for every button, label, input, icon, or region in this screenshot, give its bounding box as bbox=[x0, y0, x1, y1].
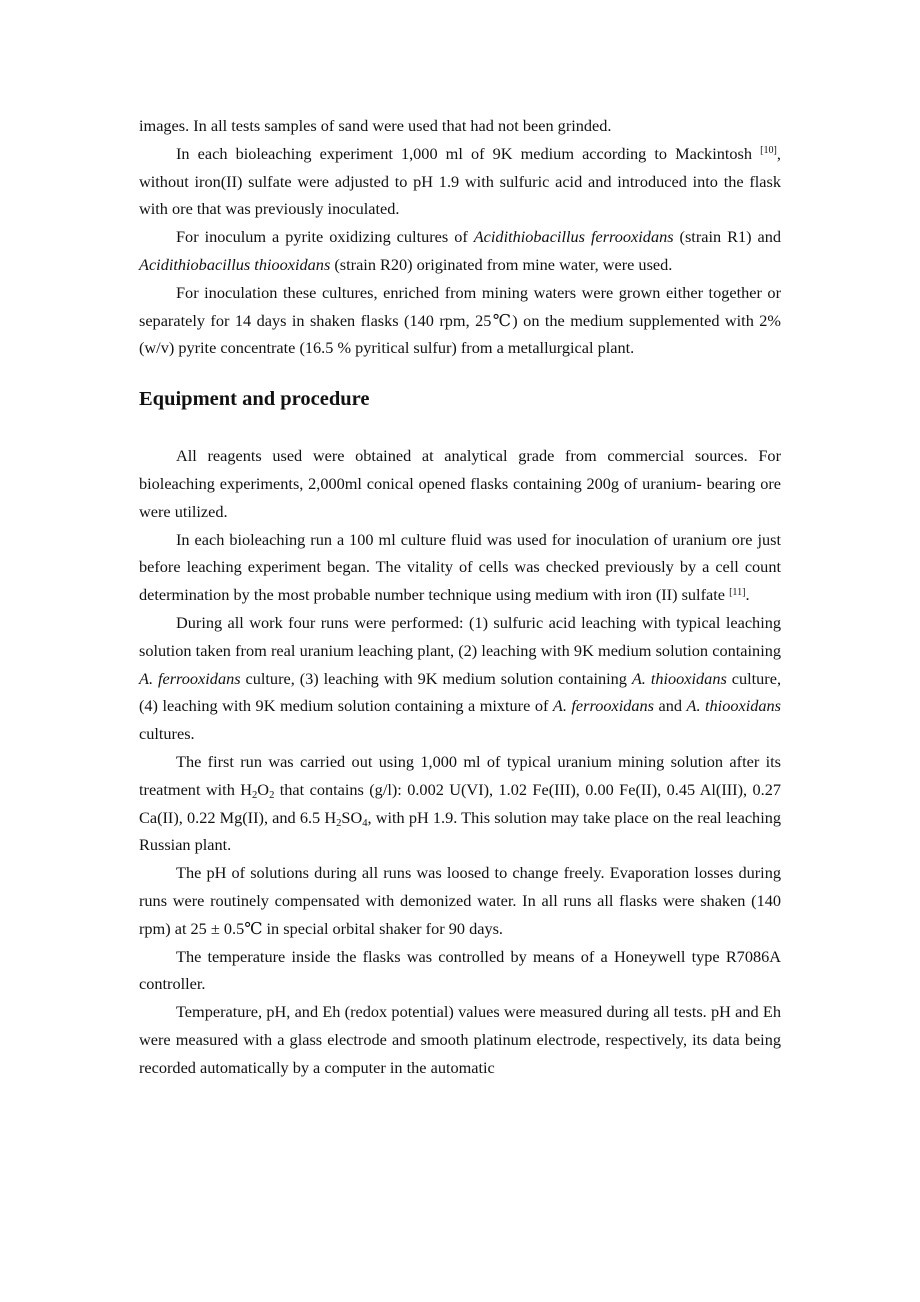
paragraph bbox=[139, 748, 781, 859]
paragraphs-after-heading bbox=[139, 442, 781, 1081]
text-run: that contains (g/l): 0.002 U(VI), 1.02 Fe(III), 0.00 Fe(II), 0.45 Al(III), 0.27 Ca(II), 0.22 Mg(II), and 6.5 H bbox=[139, 779, 781, 827]
text-run: The pH of solutions during all runs was loosed to change freely. Evaporation losses during runs were routinely compensated with demonized water. In all runs all flasks were shaken (140 rpm) at 25 ± 0.5℃ in special orbital shaker for 90 days. bbox=[139, 863, 781, 938]
text-run: , without iron(II) sulfate were adjusted to pH 1.9 with sulfuric acid and introduced into the flask with ore that was previously inoculated. bbox=[139, 143, 781, 219]
text-run: All reagents used were obtained at analytical grade from commercial sources. For bioleaching experiments, 2,000ml conical opened flasks containing 200g of uranium- bearing ore were utilized. bbox=[139, 446, 781, 521]
text-run: During all work four runs were performed: (1) sulfuric acid leaching with typical leaching solution taken from real uranium leaching plant, (2) leaching with 9K medium solution containing bbox=[139, 612, 781, 660]
text-run: . bbox=[745, 585, 750, 605]
italic-term: A. thiooxidans bbox=[631, 668, 727, 688]
subscript: 2 bbox=[252, 789, 258, 801]
paragraph bbox=[139, 859, 781, 942]
paragraph bbox=[139, 526, 781, 609]
subscript: 2 bbox=[269, 789, 275, 801]
subscript: 4 bbox=[362, 817, 368, 829]
citation-ref: [10] bbox=[760, 145, 777, 157]
text-run: culture, (4) leaching with 9K medium solution containing a mixture of bbox=[139, 668, 782, 716]
paragraph bbox=[139, 442, 781, 525]
italic-term: Acidithiobacillus thiooxidans bbox=[139, 254, 331, 274]
spacer bbox=[139, 362, 781, 385]
spacer bbox=[139, 413, 781, 442]
paragraph bbox=[139, 998, 781, 1081]
text-run: O bbox=[257, 779, 270, 799]
text-run: The first run was carried out using 1,000 ml of typical uranium mining solution after its treatment with H bbox=[139, 751, 781, 799]
text-run: and bbox=[654, 696, 687, 716]
text-run: In each bioleaching run a 100 ml culture fluid was used for inoculation of uranium ore just before leaching experiment began. The vitality of cells was checked previously by a cell count determination by the most probable number technique using medium with iron (II) sulfate bbox=[139, 529, 781, 605]
paragraph bbox=[139, 112, 781, 140]
italic-term: A. ferrooxidans bbox=[139, 668, 241, 688]
citation-ref: [11] bbox=[729, 586, 746, 598]
text-run: culture, (3) leaching with 9K medium solution containing bbox=[240, 668, 632, 688]
paragraph bbox=[139, 140, 781, 223]
paragraph bbox=[139, 609, 781, 748]
italic-term: Acidithiobacillus ferrooxidans bbox=[473, 227, 674, 247]
text-run: Temperature, pH, and Eh (redox potential) values were measured during all tests. pH and Eh were measured with a glass electrode and smooth platinum electrode, respectively, its data being recorded automatically by a computer in the automatic bbox=[139, 1002, 781, 1077]
text-run: (strain R20) originated from mine water, were used. bbox=[330, 254, 673, 274]
text-run: For inoculum a pyrite oxidizing cultures of bbox=[176, 227, 474, 247]
text-run: images. In all tests samples of sand were used that had not been grinded. bbox=[139, 116, 612, 135]
paragraph bbox=[139, 943, 781, 999]
section-heading: Equipment and procedure bbox=[139, 388, 370, 411]
paragraph bbox=[139, 223, 781, 279]
text-run: For inoculation these cultures, enriched from mining waters were grown either together or separately for 14 days in shaken flasks (140 rpm, 25℃) on the medium supplemented with 2% (w/v) pyrite concentrate (16.5 % pyritical sulfur) from a metallurgical plant. bbox=[139, 282, 781, 358]
italic-term: A. thiooxidans bbox=[686, 696, 781, 716]
paragraph bbox=[139, 279, 781, 362]
text-run: (strain R1) and bbox=[673, 227, 782, 247]
text-run: The temperature inside the flasks was controlled by means of a Honeywell type R7086A controller. bbox=[139, 946, 781, 994]
paragraphs-before-heading bbox=[139, 112, 781, 362]
text-run: SO bbox=[341, 807, 363, 827]
text-run: cultures. bbox=[139, 724, 195, 744]
page-body bbox=[139, 112, 781, 1082]
subscript: 2 bbox=[336, 817, 342, 829]
italic-term: A. ferrooxidans bbox=[552, 696, 655, 716]
text-run: In each bioleaching experiment 1,000 ml of 9K medium according to Mackintosh bbox=[176, 143, 761, 163]
text-run: , with pH 1.9. This solution may take place on the real leaching Russian plant. bbox=[139, 807, 781, 855]
